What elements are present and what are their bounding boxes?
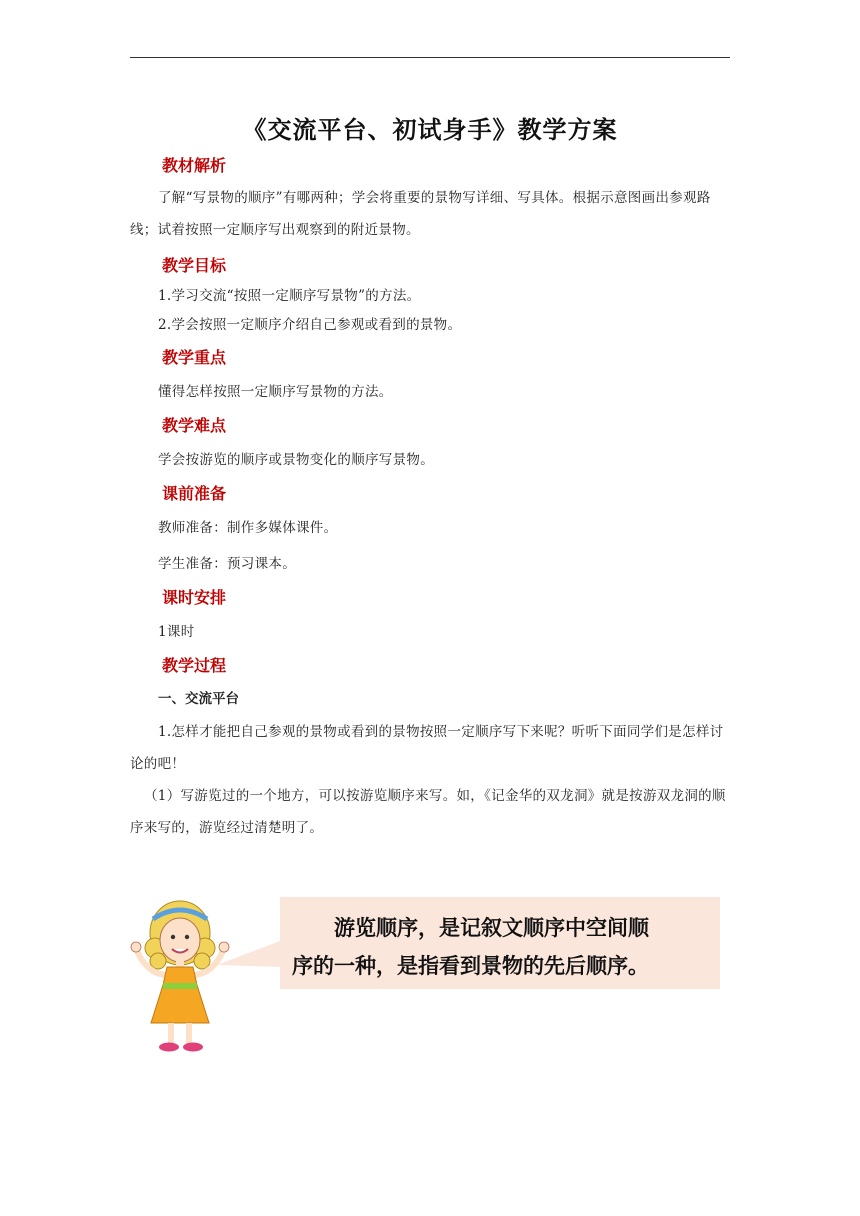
bubble-line-2: 序的一种，是指看到景物的先后顺序。 xyxy=(292,954,649,978)
header-rule xyxy=(130,57,730,58)
heading-goals: 教学目标 xyxy=(162,256,227,275)
heading-process: 教学过程 xyxy=(162,656,227,675)
process-paragraph-1: 1.怎样才能把自己参观的景物或看到的景物按照一定顺序写下来呢？听听下面同学们是怎样讨论的吧！ xyxy=(130,724,724,772)
illustration xyxy=(125,893,725,1058)
girl-cartoon-icon xyxy=(125,893,235,1058)
difficulties-text: 学会按游览的顺序或景物变化的顺序写景物。 xyxy=(158,452,434,468)
heading-schedule: 课时安排 xyxy=(162,588,227,607)
goal-item-2: 2.学会按照一定顺序介绍自己参观或看到的景物。 xyxy=(158,317,462,333)
process-subheading: 一、交流平台 xyxy=(158,691,239,707)
bubble-line-1: 游览顺序，是记叙文顺序中空间顺 xyxy=(334,916,649,940)
heading-preparation: 课前准备 xyxy=(162,484,227,503)
student-prep: 学生准备：预习课本。 xyxy=(158,556,296,572)
heading-analysis: 教材解析 xyxy=(162,156,227,175)
process-paragraph-2: （1）写游览过的一个地方，可以按游览顺序来写。如，《记金华的双龙洞》就是按游双龙洞的顺序来写的，游览经过清楚明了。 xyxy=(130,788,726,836)
analysis-paragraph: 了解“写景物的顺序”有哪两种；学会将重要的景物写详细、写具体。根据示意图画出参观路线；试着按照一定顺序写出观察到的附近景物。 xyxy=(130,190,711,238)
teacher-prep: 教师准备：制作多媒体课件。 xyxy=(158,520,338,536)
schedule-text: 1课时 xyxy=(158,624,195,640)
key-points-text: 懂得怎样按照一定顺序写景物的方法。 xyxy=(158,384,393,400)
goal-item-1: 1.学习交流“按照一定顺序写景物”的方法。 xyxy=(158,288,421,304)
document-body xyxy=(130,150,730,844)
document-title: 《交流平台、初试身手》教学方案 xyxy=(242,116,618,144)
speech-bubble xyxy=(280,897,720,989)
heading-difficulties: 教学难点 xyxy=(162,416,227,435)
heading-key-points: 教学重点 xyxy=(162,348,227,367)
